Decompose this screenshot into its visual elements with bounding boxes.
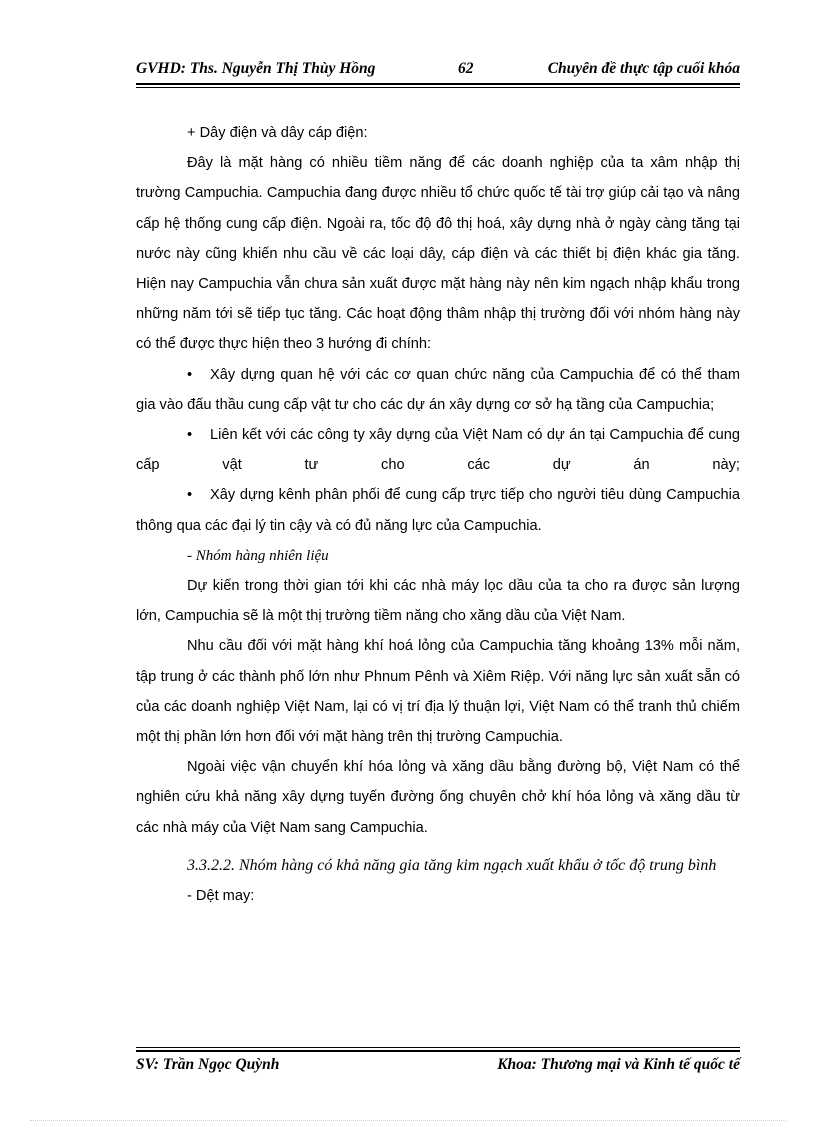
paragraph-transport: Ngoài việc vận chuyển khí hóa lỏng và xăng dầu bằng đường bộ, Việt Nam có thể nghiên cứu khả năng xây dựng tuyến đường ống chuyên chở khí hóa lỏng và xăng dầu từ các nhà máy của Việt Nam sang Campuchia. xyxy=(136,759,740,836)
header-rule-thin xyxy=(136,87,740,88)
page-body xyxy=(136,118,740,911)
page-footer xyxy=(136,1054,740,1076)
header-title: Chuyên đề thực tập cuối khóa xyxy=(547,60,740,77)
bullet-text: Xây dựng quan hệ với các cơ quan chức năng của Campuchia để có thể tham gia vào đấu thầu cung cấp vật tư cho các dự án xây dựng cơ sở hạ tầng của Campuchia; xyxy=(136,366,740,413)
header-advisor: GVHD: Ths. Nguyễn Thị Thùy Hồng xyxy=(136,60,376,77)
paragraph-cable-intro: Đây là mặt hàng có nhiều tiềm năng để các doanh nghiệp của ta xâm nhập thị trường Campuchia. Campuchia đang được nhiều tổ chức quốc tế tài trợ giúp cải tạo và nâng cấp hệ thống cung cấp điện. Ngoài ra, tốc độ đô thị hoá, xây dựng nhà ở ngày càng tăng tại nước này cũng khiến nhu cầu về các loại dây, cáp điện và các thiết bị điện khác gia tăng. Hiện nay Campuchia vẫn chưa sản xuất được mặt hàng này nên kim ngạch nhập khẩu trong những năm tới sẽ tiếp tục tăng. Các hoạt động thâm nhập thị trường đối với nhóm hàng này có thể được thực hiện theo 3 hướng đi chính: xyxy=(136,155,740,353)
footer-faculty: Khoa: Thương mại và Kinh tế quốc tế xyxy=(497,1056,740,1073)
bullet-item-1 xyxy=(136,360,740,420)
footer-student: SV: Trần Ngọc Quỳnh xyxy=(136,1056,280,1073)
bullet-item-3 xyxy=(136,480,740,540)
bullet-text: Xây dựng kênh phân phối để cung cấp trực tiếp cho người tiêu dùng Campuchia thông qua các đại lý tin cậy và có đủ năng lực của Campuchia. xyxy=(136,487,740,534)
paragraph-fuel-forecast: Dự kiến trong thời gian tới khi các nhà máy lọc dầu của ta cho ra được sản lượng lớn, Campuchia sẽ là một thị trường tiềm năng cho xăng dầu của Việt Nam. xyxy=(136,578,740,625)
paragraph-fuel-heading: - Nhóm hàng nhiên liệu xyxy=(187,547,329,564)
page-number: 62 xyxy=(458,60,474,77)
bullet-icon: • xyxy=(187,487,193,504)
bullet-text: Liên kết với các công ty xây dựng của Việt Nam có dự án tại Campuchia để cung cấp vật tư cho các dự án này; xyxy=(136,427,740,474)
footer-rule-thick xyxy=(136,1050,740,1052)
bullet-icon: • xyxy=(187,366,193,383)
page-bottom-dotted-line xyxy=(30,1120,786,1121)
bullet-icon: • xyxy=(187,427,193,444)
footer-rule-thin xyxy=(136,1047,740,1048)
paragraph-cable-heading: + Dây điện và dây cáp điện: xyxy=(187,125,368,141)
header-rule-thick xyxy=(136,83,740,85)
page-header xyxy=(136,58,740,82)
bullet-item-2 xyxy=(136,420,740,480)
paragraph-lpg-demand: Nhu cầu đối với mặt hàng khí hoá lỏng của Campuchia tăng khoảng 13% mỗi năm, tập trung ở các thành phố lớn như Phnum Pênh và Xiêm Riệp. Với năng lực sản xuất sẵn có của các doanh nghiệp Việt Nam, lại có vị trí địa lý thuận lợi, Việt Nam có thể tranh thủ chiếm một thị phần lớn hơn đối với mặt hàng trên thị trường Campuchia. xyxy=(136,638,740,746)
section-heading-3-3-2-2: 3.3.2.2. Nhóm hàng có khả năng gia tăng kim ngạch xuất khẩu ở tốc độ trung bình xyxy=(187,856,717,874)
paragraph-textile: - Dệt may: xyxy=(187,887,255,904)
